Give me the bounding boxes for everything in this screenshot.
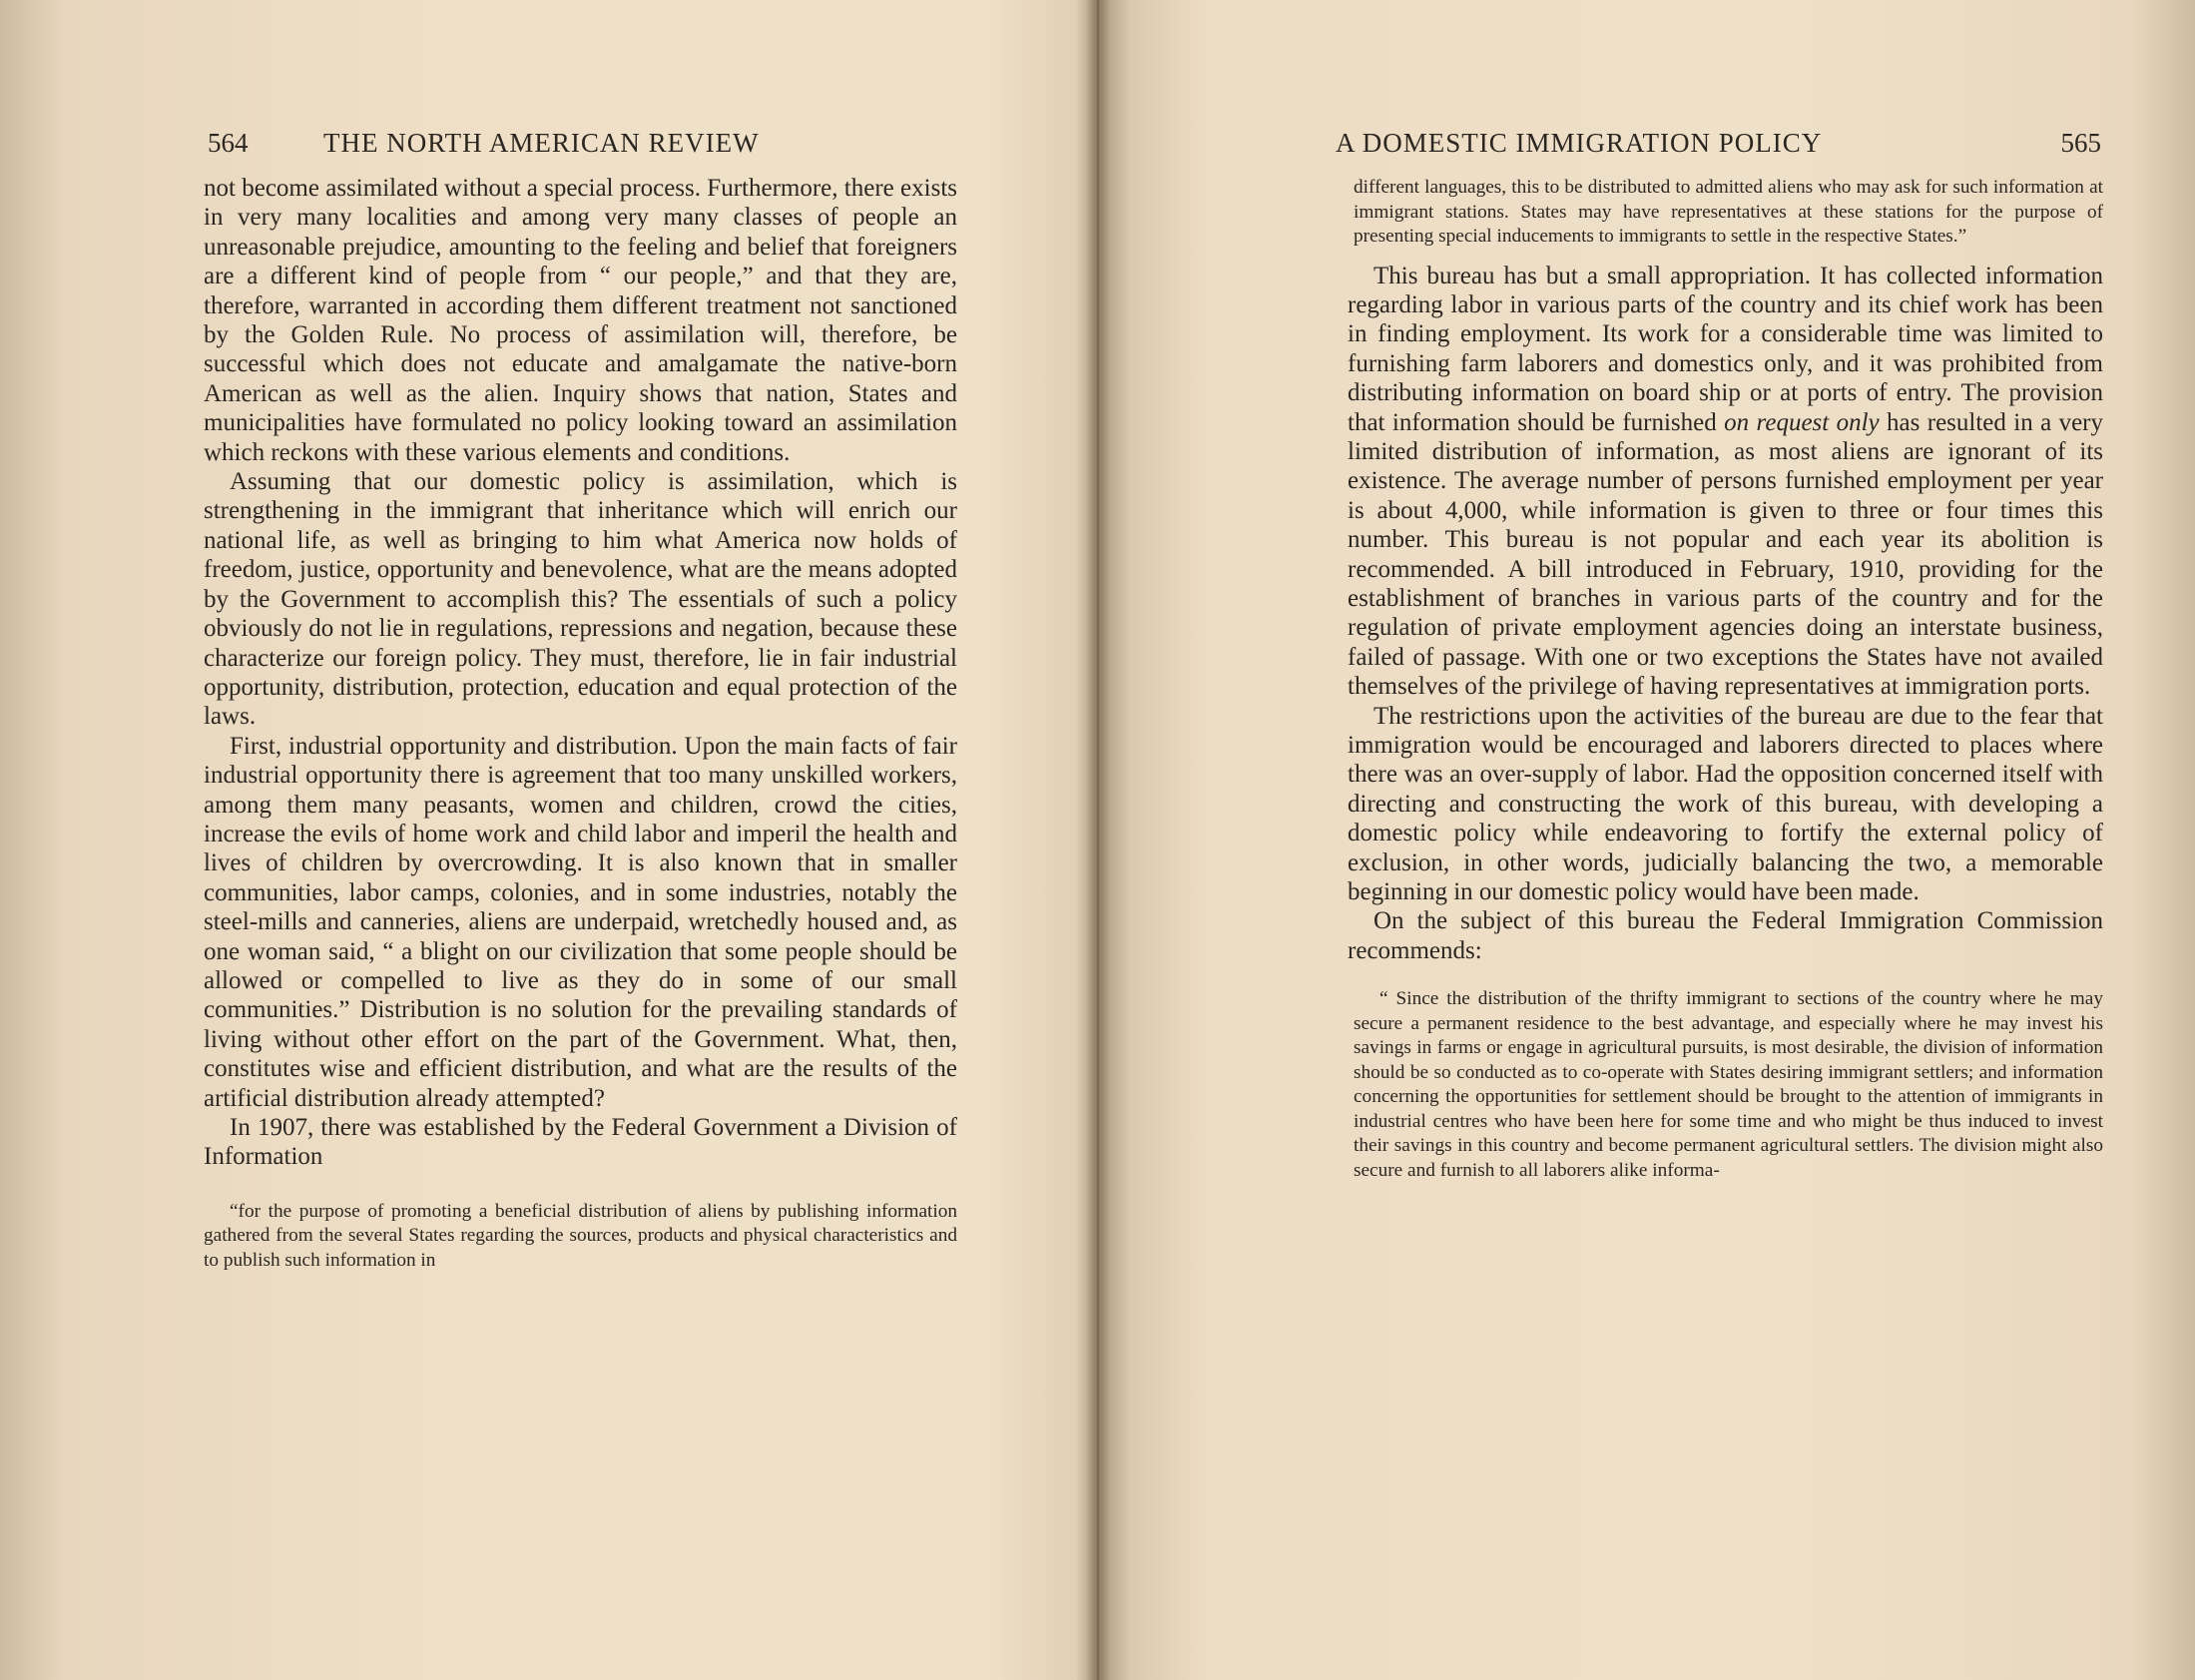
paragraph: In 1907, there was established by the Federal Government a Division of Information (204, 1114, 957, 1171)
paragraph: The restrictions upon the activities of the bureau are due to the fear that immigration would be encouraged and laborers directed to places where there was an over-supply of labor. Had the opposition concerned itself with directing and constructing the work of this bureau, with developing a domestic policy while endeavoring to fortify the external policy of exclusion, in other words, judicially balancing the two, a memorable beginning in our domestic policy would have been made. (1348, 702, 2103, 906)
text-column (1250, 176, 2103, 1183)
paragraph: not become assimilated without a special process. Furthermore, there exists in very many localities and among very many classes of people an unreasonable prejudice, amounting to the feeling and belief that foreigners are a different kind of people from “ our people,” and that they are, therefore, warranted in according them different treatment not sanctioned by the Golden Rule. No process of assimilation will, therefore, be successful which does not educate and amalgamate the native-born American as well as the alien. Inquiry shows that nation, States and municipalities have formulated no policy looking toward an assimilation which reckons with these various elements and conditions. (204, 175, 957, 466)
running-head (1336, 128, 2101, 168)
running-head (208, 128, 966, 168)
page-number: 564 (208, 128, 249, 158)
block-quote: “ Since the distribution of the thrifty immigrant to sections of the country where he may secure a permanent residence to the best advantage, and especially where he may invest his savings in farms or engage in agricultural pursuits, is most desirable, the division of information should be so conducted as to co-operate with States desiring immigrant settlers; and information concerning the opportunities for settlement should be brought to the attention of immigrants in industrial centres who have been here for some time and who might be thus induced to invest their savings in this country and become permanent agricultural settlers. The division might also secure and furnish to all laborers alike informa- (1354, 988, 2103, 1181)
running-head-title: THE NORTH AMERICAN REVIEW (323, 128, 760, 158)
paragraph (1250, 262, 2103, 702)
page-number: 565 (2060, 128, 2101, 158)
running-head-title: A DOMESTIC IMMIGRATION POLICY (1336, 128, 1823, 158)
right-page (1098, 0, 2195, 1680)
left-page (0, 0, 1097, 1680)
paragraph: On the subject of this bureau the Federal Immigration Commission recommends: (1348, 907, 2103, 964)
paragraph: First, industrial opportunity and distribution. Upon the main facts of fair industrial opportunity there is agreement that too many unskilled workers, among them many peasants, women and children, crowd the cities, increase the evils of home work and child labor and imperil the health and lives of children by overcrowding. It is also known that in smaller communities, labor camps, colonies, and in some industries, notably the steel-mills and canneries, aliens are underpaid, wretchedly housed and, as one woman said, “ a blight on our civilization that some people should be allowed or compelled to live as they do in some of our small communities.” Distribution is no solution for the prevailing standards of living without other effort on the part of the Government. What, then, constitutes wise and efficient distribution, and what are the results of the artificial distribution already attempted? (204, 732, 957, 1112)
block-quote-continued: different languages, this to be distributed to admitted aliens who may ask for such information at immigrant stations. States may have representatives at these stations for the purpose of presenting special inducements to immigrants to settle in the respective States.” (1354, 177, 2103, 247)
block-quote: “for the purpose of promoting a beneficial distribution of aliens by publishing information gathered from the several States regarding the sources, products and physical characteristics and to publish such information in (204, 1200, 957, 1271)
paragraph-text: This bureau has but a small appropriation. It has collected information regarding labor in various parts of the country and its chief work has been in finding employment. Its work for a considerable time was limited to furnishing farm laborers and domestics only, and it was prohibited from distributing information on board ship or at ports of entry. The provision that information should be furnished (1348, 262, 2103, 436)
italic-phrase: on request only (1724, 408, 1880, 436)
paragraph: Assuming that our domestic policy is assimilation, which is strengthening in the immigrant that inheritance which will enrich our national life, as well as bringing to him what America now holds of freedom, justice, opportunity and benevolence, what are the means adopted by the Government to accomplish this? The essentials of such a policy obviously do not lie in regulations, repressions and negation, because these characterize our foreign policy. They must, therefore, lie in fair industrial opportunity, distribution, protection, education and equal protection of the laws. (204, 468, 957, 731)
paragraph-text: has resulted in a very limited distribution of information, as most aliens are ignorant of its existence. The average number of persons furnished employment per year is about 4,000, while information is given to three or four times this number. This bureau is not popular and each year its abolition is recommended. A bill introduced in February, 1910, providing for the establishment of branches in various parts of the country and for the regulation of private employment agencies doing an interstate business, failed of passage. With one or two exceptions the States have not availed themselves of the privilege of having representatives at immigration ports. (1348, 408, 2103, 701)
text-column (204, 174, 957, 1273)
